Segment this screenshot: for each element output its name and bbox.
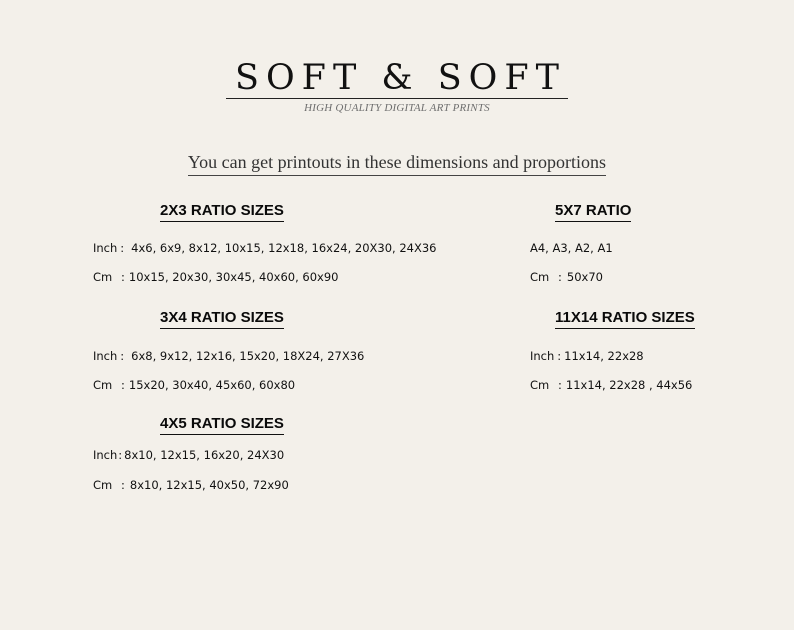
colon: :	[558, 270, 562, 284]
values-2x3-inch: 4x6, 6x9, 8x12, 10x15, 12x18, 16x24, 20X30, 24X36	[131, 241, 437, 255]
values-5x7-cm: 50x70	[566, 270, 603, 284]
colon: :	[121, 270, 125, 284]
label-inch: Inch	[93, 448, 118, 462]
label-cm: Cm	[93, 270, 113, 284]
colon: :	[557, 349, 562, 363]
label-cm: Cm	[530, 378, 550, 392]
brand-title: SOFT & SOFT	[226, 58, 568, 99]
heading-11x14: 11X14 RATIO SIZES	[555, 309, 695, 329]
row-5x7-cm	[530, 270, 603, 284]
label-cm: Cm	[93, 478, 113, 492]
colon: :	[120, 349, 125, 363]
row-3x4-inch	[93, 349, 364, 363]
values-11x14-cm: 11x14, 22x28 , 44x56	[565, 378, 693, 392]
row-11x14-cm	[530, 378, 692, 392]
label-cm: Cm	[93, 378, 113, 392]
label-cm: Cm	[530, 270, 550, 284]
intro-line: You can get printouts in these dimensions and proportions	[188, 152, 606, 176]
colon: :	[118, 448, 123, 462]
row-3x4-cm	[93, 378, 295, 392]
heading-4x5: 4X5 RATIO SIZES	[160, 415, 284, 435]
values-2x3-cm: 10x15, 20x30, 30x45, 40x60, 60x90	[128, 270, 339, 284]
colon: :	[121, 378, 125, 392]
label-inch: Inch	[93, 349, 118, 363]
row-4x5-cm	[93, 478, 289, 492]
heading-3x4: 3X4 RATIO SIZES	[160, 309, 284, 329]
values-3x4-inch: 6x8, 9x12, 12x16, 15x20, 18X24, 27X36	[131, 349, 365, 363]
label-inch: Inch	[93, 241, 118, 255]
values-11x14-inch: 11x14, 22x28	[564, 349, 644, 363]
brand-header	[0, 58, 794, 114]
row-4x5-inch	[93, 448, 284, 462]
heading-2x3: 2X3 RATIO SIZES	[160, 202, 284, 222]
intro-text	[0, 152, 794, 176]
row-2x3-inch	[93, 241, 437, 255]
label-inch: Inch	[530, 349, 555, 363]
values-3x4-cm: 15x20, 30x40, 45x60, 60x80	[128, 378, 296, 392]
values-4x5-cm: 8x10, 12x15, 40x50, 72x90	[129, 478, 289, 492]
values-4x5-inch: 8x10, 12x15, 16x20, 24X30	[124, 448, 285, 462]
heading-5x7: 5X7 RATIO	[555, 202, 631, 222]
row-5x7-paper	[530, 241, 613, 255]
brand-subtitle: HIGH QUALITY DIGITAL ART PRINTS	[304, 102, 490, 114]
values-5x7-paper: A4, A3, A2, A1	[530, 241, 613, 255]
row-2x3-cm	[93, 270, 338, 284]
colon: :	[121, 478, 125, 492]
colon: :	[120, 241, 125, 255]
row-11x14-inch	[530, 349, 644, 363]
colon: :	[558, 378, 562, 392]
